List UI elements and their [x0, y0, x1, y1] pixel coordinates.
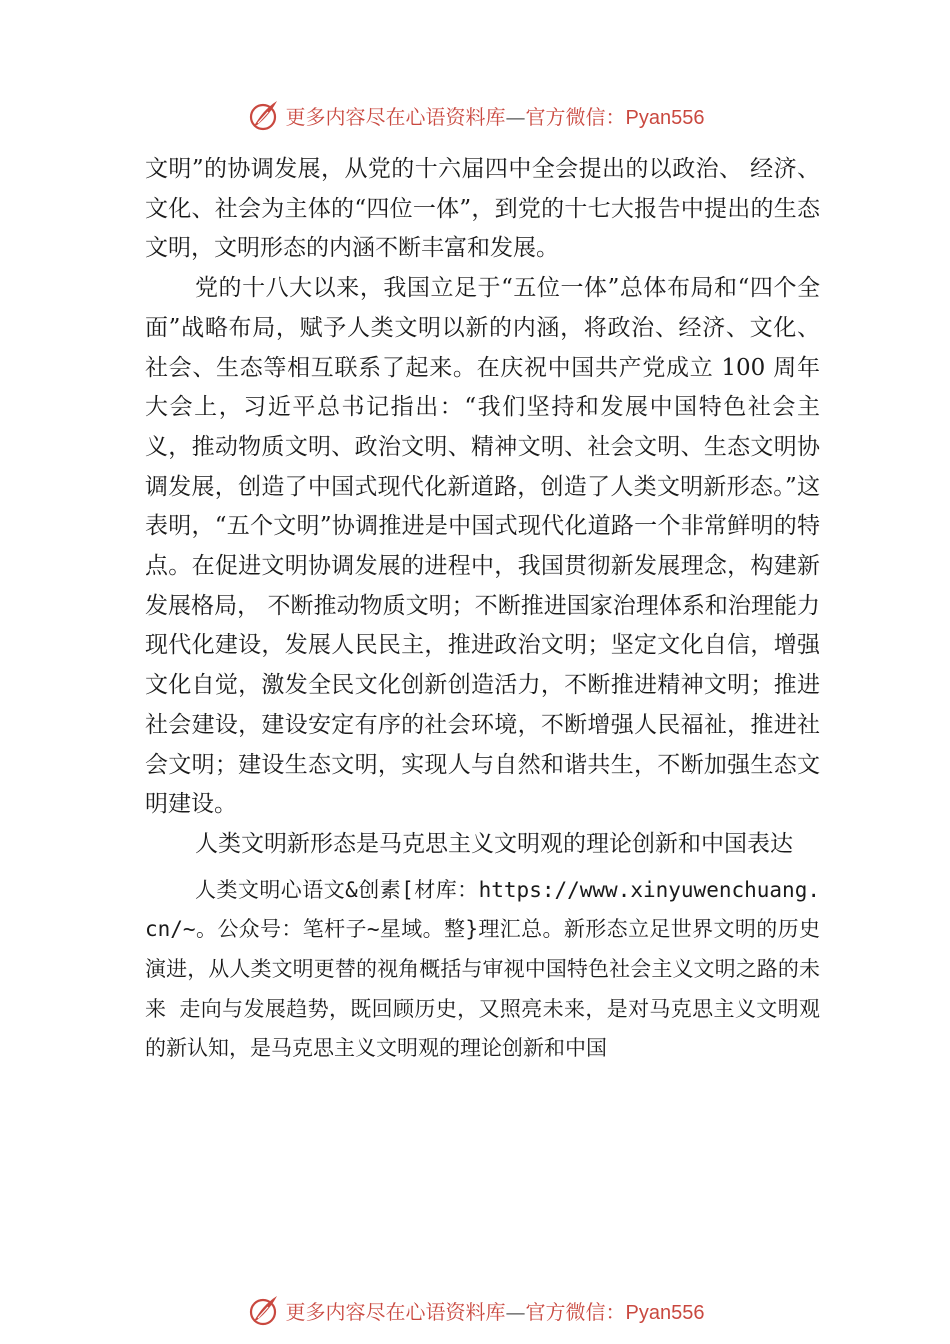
header-brand: 更多内容尽在心语资料库	[285, 104, 506, 129]
footer-brand: 更多内容尽在心语资料库	[285, 1299, 506, 1324]
paragraph-2: 党的十八大以来，我国立足于“五位一体”总体布局和“四个全面”战略布局，赋予人类文明以新的内涵，将政治、经济、文化、社会、生态等相互联系了起来。在庆祝中国共产党成立 100 周年大会上，习近平总书记指出：“我们坚持和发展中国特色社会主义，推动物质文明、政治文明、精神文明、社会文明、生态文明协调发展，创造了中国式现代化新道路，创造了人类文明新形态。”这表明，“五个文明”协调推进是中国式现代化道路一个非常鲜明的特点。在促进文明协调发展的进程中，我国贯彻新发展理念，构建新发展格局， 不断推动物质文明；不断推进国家治理体系和治理能力现代化建设，发展人民民主，推进政治文明；坚定文化自信，增强文化自觉，激发全民文化创新创造活力，不断推进精神文明；推进社会建设，建设安定有序的社会环境，不断增强人民福祉，推进社会文明；建设生态文明，实现人与自然和谐共生，不断加强生态文明建设。	[145, 275, 820, 818]
document-body	[145, 150, 820, 1090]
paragraph-1: 文明”的协调发展，从党的十六届四中全会提出的以政治、 经济、文化、社会为主体的“四位一体”，到党的十七大报告中提出的生态文明，文明形态的内涵不断丰富和发展。	[145, 156, 820, 262]
quill-logo-icon	[246, 98, 280, 132]
footer-wechat-label: 官方微信：	[525, 1299, 626, 1324]
header-banner	[0, 95, 950, 135]
footer-separator: —	[505, 1299, 526, 1324]
quill-logo-icon	[246, 1293, 280, 1327]
section-heading: 人类文明新形态是马克思主义文明观的理论创新和中国表达	[195, 830, 793, 857]
footer-banner-text	[286, 1296, 705, 1325]
footer-wechat-id: Pyan556	[625, 1301, 705, 1324]
footer-banner	[0, 1290, 950, 1330]
header-banner-text	[286, 101, 705, 130]
header-separator: —	[505, 104, 526, 129]
header-wechat-label: 官方微信：	[525, 104, 626, 129]
header-wechat-id: Pyan556	[625, 106, 705, 129]
paragraph-4: 人类文明心语文&创素[材库：https://www.xinyuwenchuang.cn/~。公众号：笔杆子~星域。整}理汇总。新形态立足世界文明的历史演进，从人类文明更替的视角概括与审视中国特色社会主义文明之路的未来 走向与发展趋势，既回顾历史，又照亮未来，是对马克思主义文明观的新认知，是马克思主义文明观的理论创新和中国	[145, 877, 820, 1061]
